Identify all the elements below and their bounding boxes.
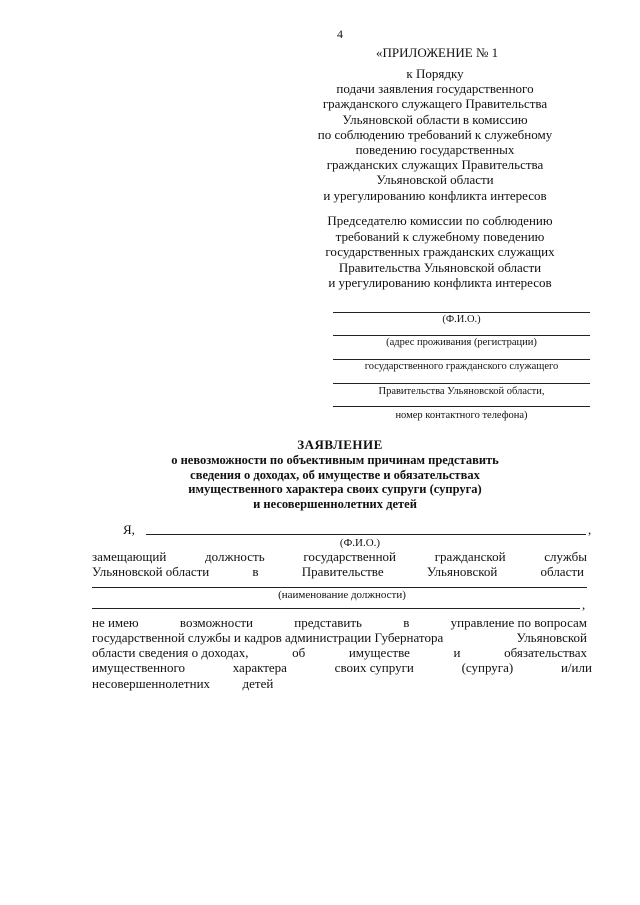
word: не имею bbox=[92, 615, 139, 630]
addressee-line: и урегулированию конфликта интересов bbox=[328, 275, 552, 291]
addressee-line: требований к служебному поведению bbox=[335, 228, 545, 244]
word: в bbox=[403, 615, 410, 630]
appendix-line: к Порядку bbox=[406, 66, 464, 81]
addressee-line: государственных гражданских служащих bbox=[325, 244, 555, 260]
page-number: 4 bbox=[337, 27, 343, 41]
statement-subtitle-line: и несовершеннолетних детей bbox=[253, 496, 417, 511]
statement-subtitle bbox=[130, 453, 540, 511]
fio-field-line[interactable] bbox=[333, 312, 590, 313]
appendix-line: Ульяновской области bbox=[376, 172, 494, 188]
word: Ульяновской области bbox=[92, 564, 210, 579]
body-line-5 bbox=[92, 645, 587, 660]
word: в bbox=[252, 564, 259, 579]
word: об bbox=[292, 645, 306, 660]
body-line-2 bbox=[92, 564, 584, 579]
servant-caption: государственного гражданского служащего bbox=[364, 361, 559, 372]
fio-comma: , bbox=[588, 522, 592, 537]
body-line-4 bbox=[92, 630, 587, 645]
statement-title: ЗАЯВЛЕНИЕ bbox=[297, 437, 383, 452]
applicant-fio-line[interactable] bbox=[146, 534, 586, 535]
word: управление по вопросам bbox=[450, 615, 587, 630]
word: замещающий bbox=[92, 549, 167, 564]
word: государственной bbox=[303, 549, 396, 564]
appendix-line: гражданского служащего Правительства bbox=[322, 96, 548, 112]
position-comma: , bbox=[582, 597, 586, 612]
position-caption: (наименование должности) bbox=[278, 589, 406, 601]
appendix-line: гражданских служащих Правительства bbox=[326, 157, 544, 173]
word: гражданской bbox=[434, 549, 506, 564]
appendix-subtitle bbox=[300, 66, 570, 203]
addressee-block bbox=[305, 213, 575, 291]
word: службы bbox=[544, 549, 587, 564]
appendix-line: поведению государственных bbox=[355, 142, 515, 158]
addressee-line: Правительства Ульяновской области bbox=[338, 259, 542, 275]
position-line[interactable] bbox=[92, 587, 587, 588]
fio-caption: (Ф.И.О.) bbox=[442, 314, 481, 325]
government-field-line[interactable] bbox=[333, 383, 590, 384]
word: детей bbox=[242, 676, 274, 691]
word: (супруга) bbox=[461, 660, 514, 675]
word: и bbox=[453, 645, 461, 660]
word: области сведения о доходах, bbox=[92, 645, 249, 660]
appendix-title: «ПРИЛОЖЕНИЕ № 1 bbox=[376, 45, 499, 60]
word: Ульяновской bbox=[426, 564, 498, 579]
addressee-line: Председателю комиссии по соблюдению bbox=[327, 213, 553, 228]
body-line-3 bbox=[92, 615, 587, 630]
phone-field-line[interactable] bbox=[333, 406, 590, 407]
word: Ульяновской bbox=[516, 630, 587, 645]
word: Правительстве bbox=[301, 564, 384, 579]
word: имущественного bbox=[92, 660, 185, 675]
address-caption: (адрес проживания (регистрации) bbox=[386, 337, 537, 348]
word: своих супруги bbox=[334, 660, 414, 675]
body-line-1 bbox=[92, 549, 587, 564]
word: и/или bbox=[560, 660, 592, 675]
word: несовершеннолетних bbox=[92, 676, 211, 691]
word: области bbox=[540, 564, 584, 579]
address-field-line[interactable] bbox=[333, 335, 590, 336]
word: представить bbox=[294, 615, 362, 630]
statement-subtitle-line: имущественного характера своих супруги (супруга) bbox=[188, 482, 482, 497]
servant-field-line[interactable] bbox=[333, 359, 590, 360]
statement-subtitle-line: сведения о доходах, об имуществе и обязательствах bbox=[190, 467, 480, 482]
appendix-line: Ульяновской области в комиссию bbox=[342, 111, 528, 127]
statement-subtitle-line: о невозможности по объективным причинам представить bbox=[171, 453, 499, 467]
i-label: Я, bbox=[123, 522, 135, 537]
word: характера bbox=[232, 660, 287, 675]
body-line-7 bbox=[92, 676, 273, 692]
government-caption: Правительства Ульяновской области, bbox=[378, 386, 545, 397]
appendix-line: по соблюдению требований к служебному bbox=[317, 126, 553, 142]
word: обязательствах bbox=[504, 645, 587, 660]
word: имуществе bbox=[348, 645, 410, 660]
word: возможности bbox=[179, 615, 253, 630]
phone-caption: номер контактного телефона) bbox=[395, 410, 528, 421]
body-line-6 bbox=[92, 660, 592, 675]
word: государственной службы и кадров администрации Губернатора bbox=[92, 630, 444, 645]
position-line-2[interactable] bbox=[92, 608, 580, 609]
appendix-line: подачи заявления государственного bbox=[336, 81, 534, 97]
word: должность bbox=[205, 549, 265, 564]
appendix-line: и урегулированию конфликта интересов bbox=[323, 187, 547, 203]
applicant-fio-caption: (Ф.И.О.) bbox=[339, 537, 381, 549]
